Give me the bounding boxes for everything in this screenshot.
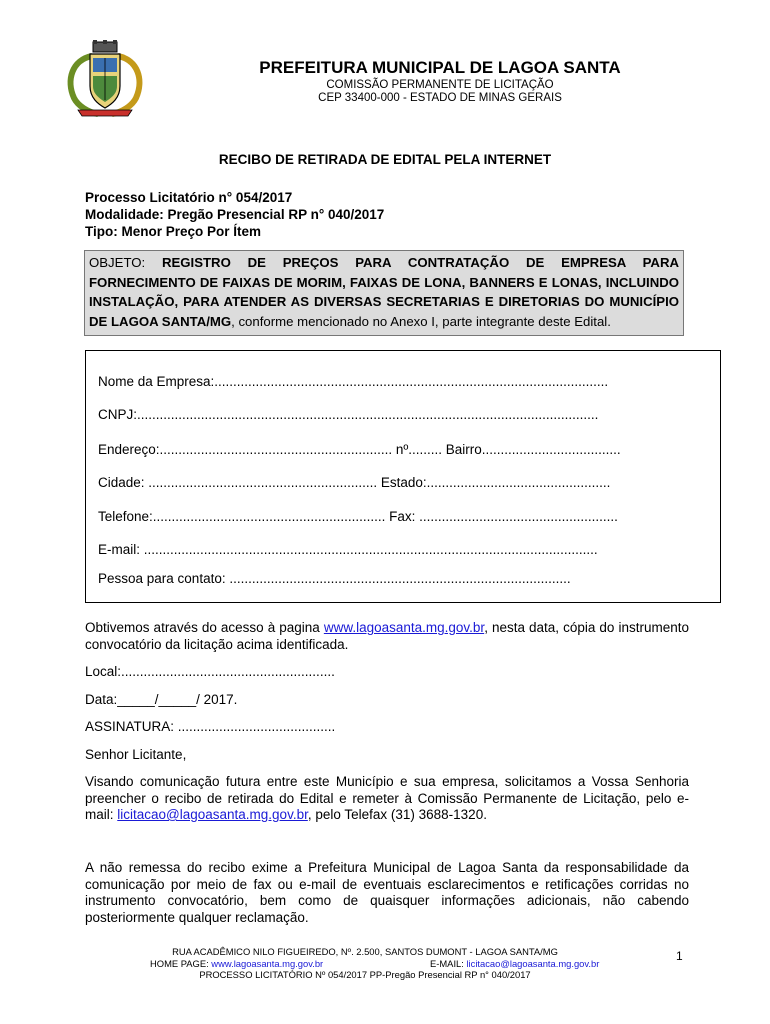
- remessa-paragraph: A não remessa do recibo exime a Prefeitura Municipal de Lagoa Santa da responsabilidade da comunicação por meio de fax ou e-mail de eventuais esclarecimentos e retificações corridas no instrumento convocatório, bem como de quaisquer informações adicionais, não cabendo posteriormente qualquer reclamação.: [85, 860, 689, 925]
- home-page-label: HOME PAGE:: [150, 958, 212, 969]
- municipal-coat-of-arms-icon: [62, 40, 148, 120]
- visando-paragraph: [85, 774, 689, 824]
- email-label: E-MAIL:: [430, 958, 467, 969]
- footer-contacts: [150, 958, 620, 970]
- process-modality: Modalidade: Pregão Presencial RP n° 040/2017: [85, 207, 385, 222]
- visando-text-after: , pelo Telefax (31) 3688-1320.: [307, 807, 487, 822]
- website-link[interactable]: www.lagoasanta.mg.gov.br: [323, 620, 485, 635]
- email-field[interactable]: E-mail: .........................................................................................................................: [98, 542, 598, 557]
- objeto-rest-text: , conforme mencionado no Anexo I, parte integrante deste Edital.: [231, 313, 611, 329]
- company-name-field[interactable]: Nome da Empresa:.........................................................................................................: [98, 374, 609, 389]
- visando-text: Visando comunicação futura entre este Município e sua empresa, solicitamos a Vossa Senhoria preencher o recibo de retirada do Edital e remeter à Comissão Permanente de Licitação, pelo e-mail:: [85, 774, 689, 822]
- obtivemos-text: Obtivemos através do acesso à pagina: [85, 620, 324, 635]
- objeto-box: [84, 250, 684, 336]
- city-state-field[interactable]: Cidade: ............................................................. Estado:.................................................: [98, 475, 611, 490]
- obtivemos-text-after: , nesta data, cópia do instrumento convocatório da licitação acima identificada.: [85, 620, 689, 652]
- process-number: Processo Licitatório n° 054/2017: [85, 190, 293, 205]
- obtivemos-paragraph: [85, 620, 689, 653]
- objeto-label: OBJETO:: [89, 255, 146, 270]
- page-number: 1: [676, 949, 683, 963]
- municipality-title: PREFEITURA MUNICIPAL DE LAGOA SANTA: [259, 58, 621, 77]
- footer-email-link[interactable]: licitacao@lagoasanta.mg.gov.br: [466, 958, 600, 969]
- process-type: Tipo: Menor Preço Por Ítem: [85, 224, 262, 239]
- document-title: RECIBO DE RETIRADA DE EDITAL PELA INTERNET: [218, 152, 552, 167]
- commission-subtitle: COMISSÃO PERMANENTE DE LICITAÇÃO: [326, 79, 554, 91]
- phone-fax-field[interactable]: Telefone:.............................................................. Fax: .....................................................: [98, 509, 618, 524]
- company-form: [85, 350, 721, 603]
- email-link[interactable]: licitacao@lagoasanta.mg.gov.br: [117, 807, 308, 822]
- objeto-bold-text: REGISTRO DE PREÇOS PARA CONTRATAÇÃO DE EMPRESA PARA FORNECIMENTO DE FAIXAS DE MORIM, FAIXAS DE LONA, BANNERS E LONAS, INCLUINDO INSTALAÇÃO, PARA ATENDER AS DIVERSAS SECRETARIAS E DIRETORIAS DO MUNICÍPIO DE LAGOA SANTA/MG: [89, 255, 679, 329]
- signature-field[interactable]: ASSINATURA: ..........................................: [85, 719, 336, 734]
- salutation: Senhor Licitante,: [85, 747, 187, 762]
- cep-subtitle: CEP 33400-000 - ESTADO DE MINAS GERAIS: [318, 92, 562, 104]
- address-field[interactable]: Endereço:.............................................................. nº......... Bairro.....................................: [98, 442, 621, 457]
- footer-process: PROCESSO LICITATÓRIO Nº 054/2017 PP-Pregão Presencial RP n° 040/2017: [199, 969, 531, 980]
- date-field[interactable]: Data:_____/_____/ 2017.: [85, 692, 238, 707]
- cnpj-field[interactable]: CNPJ:...........................................................................................................................: [98, 407, 599, 422]
- footer-address: RUA ACADÊMICO NILO FIGUEIREDO, Nº. 2.500, SANTOS DUMONT - LAGOA SANTA/MG: [172, 946, 558, 957]
- local-field[interactable]: Local:.........................................................: [85, 664, 335, 679]
- home-page-link[interactable]: www.lagoasanta.mg.gov.br: [211, 958, 324, 969]
- contact-person-field[interactable]: Pessoa para contato: ...........................................................................................: [98, 571, 571, 586]
